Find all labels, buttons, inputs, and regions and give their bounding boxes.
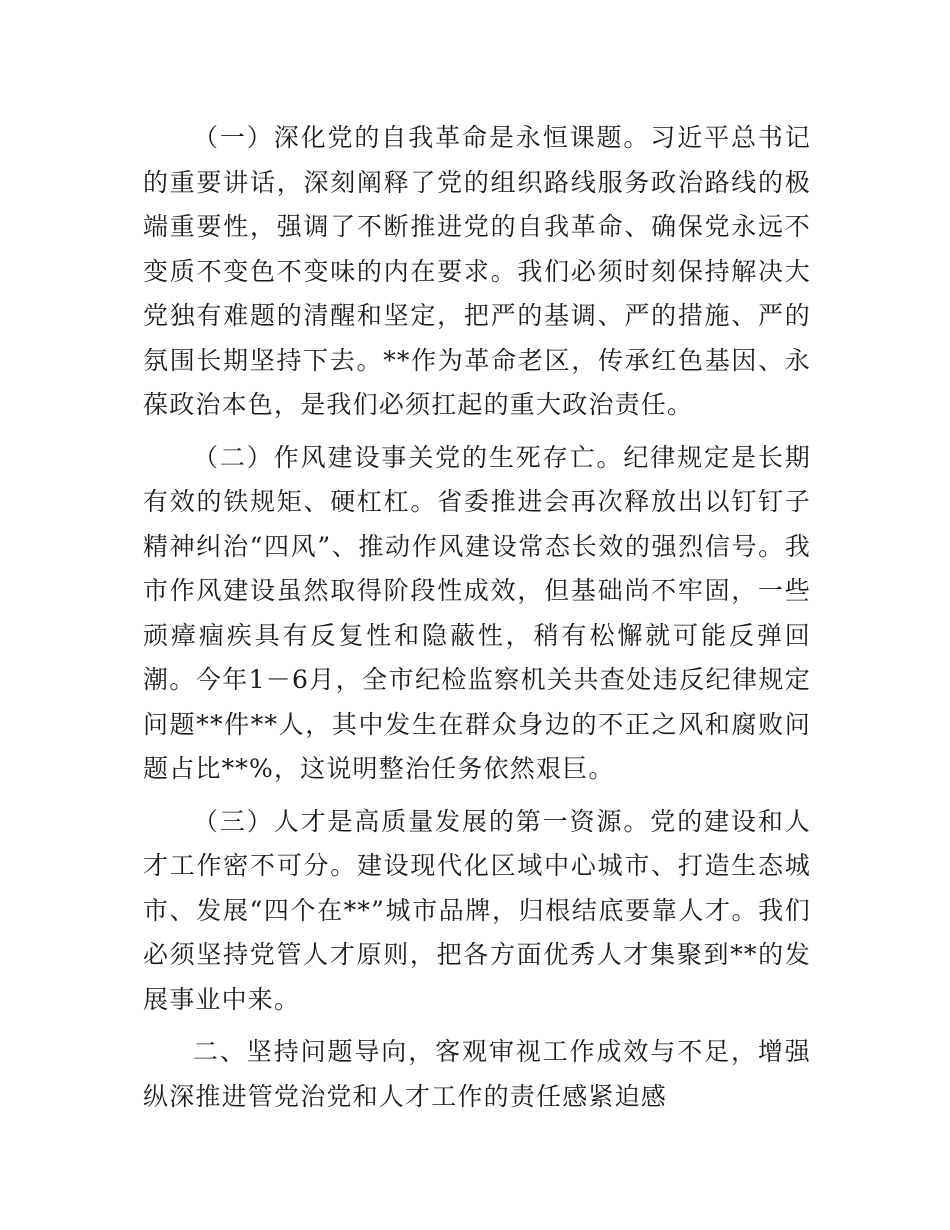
paragraph-work-style: （二）作风建设事关党的生死存亡。纪律规定是长期有效的铁规矩、硬杠杠。省委推进会再次释放出以钉钉子精神纠治“四风”、推动作风建设常态长效的强烈信号。我市作风建设虽然取得阶段性成效，但基础尚不牢固，一些顽瘴痼疾具有反复性和隐蔽性，稍有松懈就可能反弹回潮。今年1－6月，全市纪检监察机关共查处违反纪律规定问题**件**人，其中发生在群众身边的不正之风和腐败问题占比**%，这说明整治任务依然艰巨。 <box>143 442 811 783</box>
paragraph-deepen-self-revolution: （一）深化党的自我革命是永恒课题。习近平总书记的重要讲话，深刻阐释了党的组织路线服务政治路线的极端重要性，强调了不断推进党的自我革命、确保党永远不变质不变色不变味的内在要求。我们必须时刻保持解决大党独有难题的清醒和坚定，把严的基调、严的措施、严的氛围长期坚持下去。**作为革命老区，传承红色基因、永葆政治本色，是我们必须扛起的重大政治责任。 <box>143 123 811 419</box>
document-body <box>143 116 811 1127</box>
paragraph-talent-resource: （三）人才是高质量发展的第一资源。党的建设和人才工作密不可分。建设现代化区域中心城市、打造生态城市、发展“四个在**”城市品牌，归根结底要靠人才。我们必须坚持党管人才原则，把各方面优秀人才集聚到**的发展事业中来。 <box>143 806 811 1014</box>
section-heading-two: 二、坚持问题导向，客观审视工作成效与不足，增强纵深推进管党治党和人才工作的责任感紧迫感 <box>143 1037 811 1111</box>
